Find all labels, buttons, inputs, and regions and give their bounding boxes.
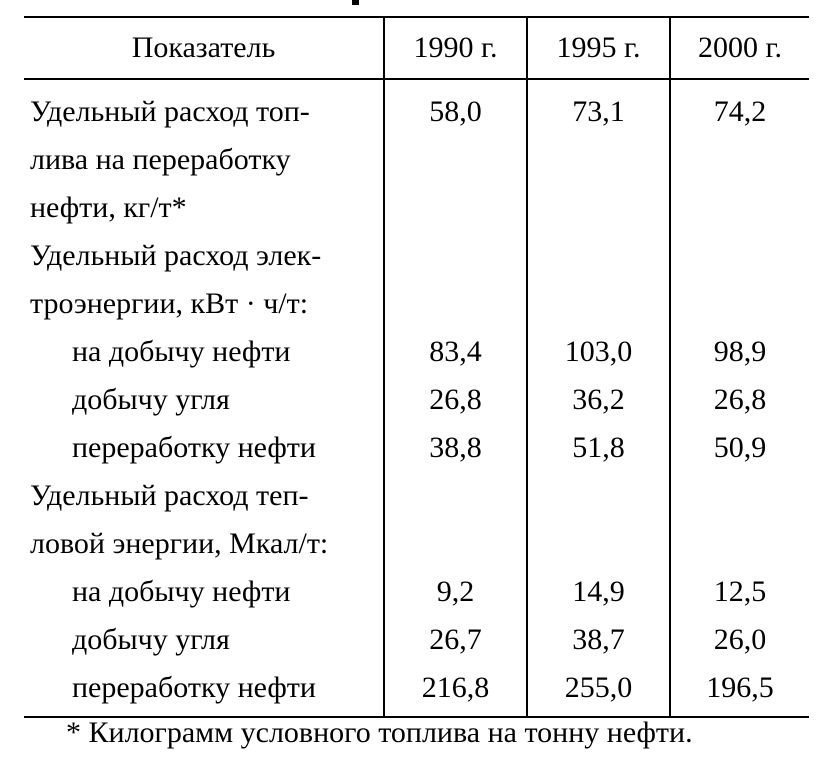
- cell-2000: 12,5: [670, 568, 809, 616]
- cell-1995: 103,0: [527, 328, 670, 376]
- cell-1990: 26,7: [384, 616, 527, 664]
- cell-2000: [670, 232, 809, 328]
- row-label-line: Удельный расход теп-: [30, 479, 309, 512]
- cell-1990: [384, 232, 527, 328]
- cell-1995: 14,9: [527, 568, 670, 616]
- table-row: [24, 568, 809, 616]
- cell-1990: 216,8: [384, 664, 527, 717]
- row-label: на добычу нефти: [72, 335, 291, 368]
- cell-1995: 51,8: [527, 424, 670, 472]
- row-label-line: ловой энергии, Мкал/т:: [30, 527, 329, 560]
- cell-1995: 73,1: [527, 79, 670, 232]
- row-label: добычу угля: [72, 383, 230, 416]
- cell-1990: 58,0: [384, 79, 527, 232]
- table-row: [24, 424, 809, 472]
- table-row: [24, 328, 809, 376]
- header-year-2000: 2000 г.: [670, 17, 809, 79]
- cell-2000: 26,8: [670, 376, 809, 424]
- cell-1995: 38,7: [527, 616, 670, 664]
- header-row: [24, 17, 809, 79]
- table-row: [24, 376, 809, 424]
- cell-1995: 36,2: [527, 376, 670, 424]
- row-label: на добычу нефти: [72, 575, 291, 608]
- cell-1995: 255,0: [527, 664, 670, 717]
- row-label: добычу угля: [72, 623, 230, 656]
- cell-1990: 26,8: [384, 376, 527, 424]
- row-label: [24, 79, 384, 232]
- cell-2000: 98,9: [670, 328, 809, 376]
- cell-1995: [527, 232, 670, 328]
- cell-2000: 196,5: [670, 664, 809, 717]
- cropped-caption-fragment: [352, 0, 359, 5]
- row-label-line: лива на переработку: [30, 143, 291, 176]
- row-label-line: троэнергии, кВт · ч/т:: [30, 287, 309, 320]
- row-label-line: Удельный расход топ-: [30, 95, 310, 128]
- indicators-table: [24, 16, 809, 718]
- cell-2000: 74,2: [670, 79, 809, 232]
- table-row: [24, 232, 809, 328]
- row-label: переработку нефти: [24, 664, 384, 717]
- table-row: [24, 472, 809, 568]
- table-row: [24, 664, 809, 717]
- row-label-line: нефти, кг/т*: [30, 191, 187, 224]
- row-label-line: Удельный расход элек-: [30, 239, 322, 272]
- header-year-1995: 1995 г.: [527, 17, 670, 79]
- cell-1990: [384, 472, 527, 568]
- row-label: переработку нефти: [72, 431, 316, 464]
- row-label: [24, 232, 384, 328]
- header-indicator: Показатель: [24, 17, 384, 79]
- table-row: [24, 616, 809, 664]
- cell-2000: [670, 472, 809, 568]
- table-footnote: * Килограмм условного топлива на тонну нефти.: [66, 716, 693, 749]
- cell-1990: 38,8: [384, 424, 527, 472]
- row-label: [24, 472, 384, 568]
- header-year-1990: 1990 г.: [384, 17, 527, 79]
- cell-1990: 9,2: [384, 568, 527, 616]
- cell-1990: 83,4: [384, 328, 527, 376]
- cell-1995: [527, 472, 670, 568]
- cell-2000: 26,0: [670, 616, 809, 664]
- cell-2000: 50,9: [670, 424, 809, 472]
- table-row: [24, 79, 809, 232]
